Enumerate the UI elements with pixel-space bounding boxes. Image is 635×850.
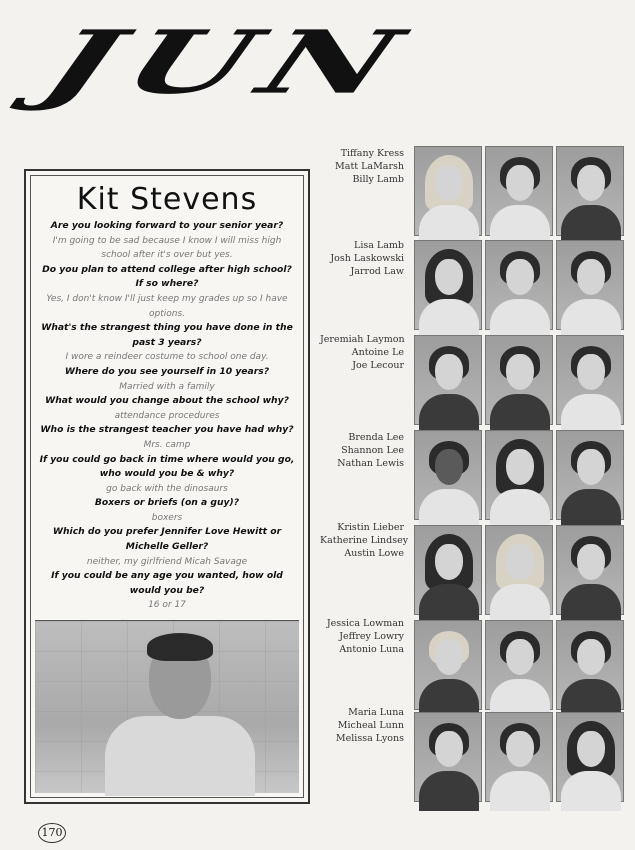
student-portrait (485, 430, 553, 520)
student-name: Jeremiah Laymon (320, 334, 405, 345)
qa-answer: attendance procedures (114, 410, 220, 421)
profile-qa (31, 217, 303, 613)
qa-question: Boxers or briefs (on a guy)? (94, 497, 240, 509)
student-portrait (556, 430, 624, 520)
student-name: Maria Luna (348, 707, 404, 718)
student-name: Shannon Lee (341, 445, 404, 456)
student-name: Jessica Lowman (326, 618, 404, 629)
student-portrait (414, 240, 482, 330)
qa-item (37, 525, 297, 569)
student-portrait (485, 240, 553, 330)
student-name: Matt LaMarsh (335, 161, 404, 172)
student-portrait (485, 525, 553, 615)
section-title: JUN (29, 12, 429, 114)
qa-item (37, 423, 297, 452)
qa-answer: Married with a family (119, 381, 215, 392)
student-portrait (556, 712, 624, 802)
page-number: 170 (38, 823, 66, 843)
student-name: Antoine Le (351, 347, 404, 358)
qa-item (37, 453, 297, 497)
qa-answer: go back with the dinosaurs (106, 483, 228, 494)
qa-question: Who is the strangest teacher you have had why? (40, 424, 294, 436)
student-name: Jeffrey Lowry (339, 631, 404, 642)
student-name: Antonio Luna (339, 644, 404, 655)
names-group (320, 147, 404, 186)
qa-item (37, 496, 297, 525)
qa-answer: 16 or 17 (148, 600, 186, 611)
names-group (320, 239, 404, 278)
student-name: Austin Lowe (344, 548, 404, 559)
student-name: Melissa Lyons (335, 733, 404, 744)
qa-item (37, 569, 297, 613)
student-portrait (414, 146, 482, 236)
qa-question: If you could be any age you wanted, how old would you be? (51, 570, 283, 596)
student-portrait (414, 335, 482, 425)
qa-item (37, 263, 297, 321)
student-name: Billy Lamb (352, 174, 404, 185)
section-title-brush (29, 12, 635, 158)
student-portrait (414, 525, 482, 615)
student-portrait (556, 146, 624, 236)
student-portrait (485, 146, 553, 236)
qa-answer: boxers (151, 512, 183, 523)
qa-item (37, 365, 297, 394)
names-group (320, 431, 404, 470)
names-group (320, 617, 404, 656)
names-group (320, 333, 404, 372)
qa-item (37, 394, 297, 423)
student-name: Jarrod Law (350, 266, 404, 277)
student-portrait (556, 525, 624, 615)
qa-answer: I'm going to be sad because I know I will miss high school after it's over but yes. (52, 235, 282, 261)
qa-item (37, 321, 297, 365)
student-name: Katherine Lindsey (320, 535, 409, 546)
student-name: Joe Lecour (352, 360, 404, 371)
names-group (320, 521, 409, 560)
student-name: Kristin Lieber (337, 522, 404, 533)
student-portrait (485, 712, 553, 802)
student-portrait (485, 620, 553, 710)
student-portrait (414, 712, 482, 802)
profile-inner-border (30, 175, 304, 798)
student-portrait (485, 335, 553, 425)
student-name: Micheal Lunn (337, 720, 404, 731)
qa-answer: neither, my girlfriend Micah Savage (86, 556, 248, 567)
qa-question: Which do you prefer Jennifer Love Hewitt or Michelle Geller? (52, 526, 282, 553)
profile-photo (35, 620, 299, 793)
qa-item (37, 219, 297, 263)
student-name: Nathan Lewis (337, 458, 404, 469)
student-name: Josh Laskowski (330, 253, 404, 264)
qa-question: What's the strangest thing you have done in the past 3 years? (41, 322, 293, 348)
qa-question: Are you looking forward to your senior year? (50, 220, 284, 231)
student-portrait (414, 620, 482, 710)
student-name: Tiffany Kress (340, 148, 404, 159)
qa-answer: Mrs. camp (143, 439, 191, 450)
qa-question: If you could go back in time where would you go, who would you be & why? (39, 453, 295, 480)
student-portrait (556, 335, 624, 425)
student-portrait (414, 430, 482, 520)
student-portrait (556, 620, 624, 710)
qa-answer: Yes, I don't know I'll just keep my grades up so I have options. (46, 293, 288, 319)
qa-question: Do you plan to attend college after high school? If so where? (42, 263, 292, 290)
qa-question: Where do you see yourself in 10 years? (64, 365, 270, 377)
names-group (320, 706, 404, 745)
student-name: Lisa Lamb (354, 240, 404, 251)
student-name: Brenda Lee (348, 432, 404, 443)
student-profile-box (24, 169, 310, 804)
student-portrait (556, 240, 624, 330)
profile-name: Kit Stevens (76, 182, 258, 217)
qa-answer: I wore a reindeer costume to school one day. (65, 352, 269, 363)
qa-question: What would you change about the school why? (45, 395, 289, 407)
profile-person (105, 621, 255, 793)
